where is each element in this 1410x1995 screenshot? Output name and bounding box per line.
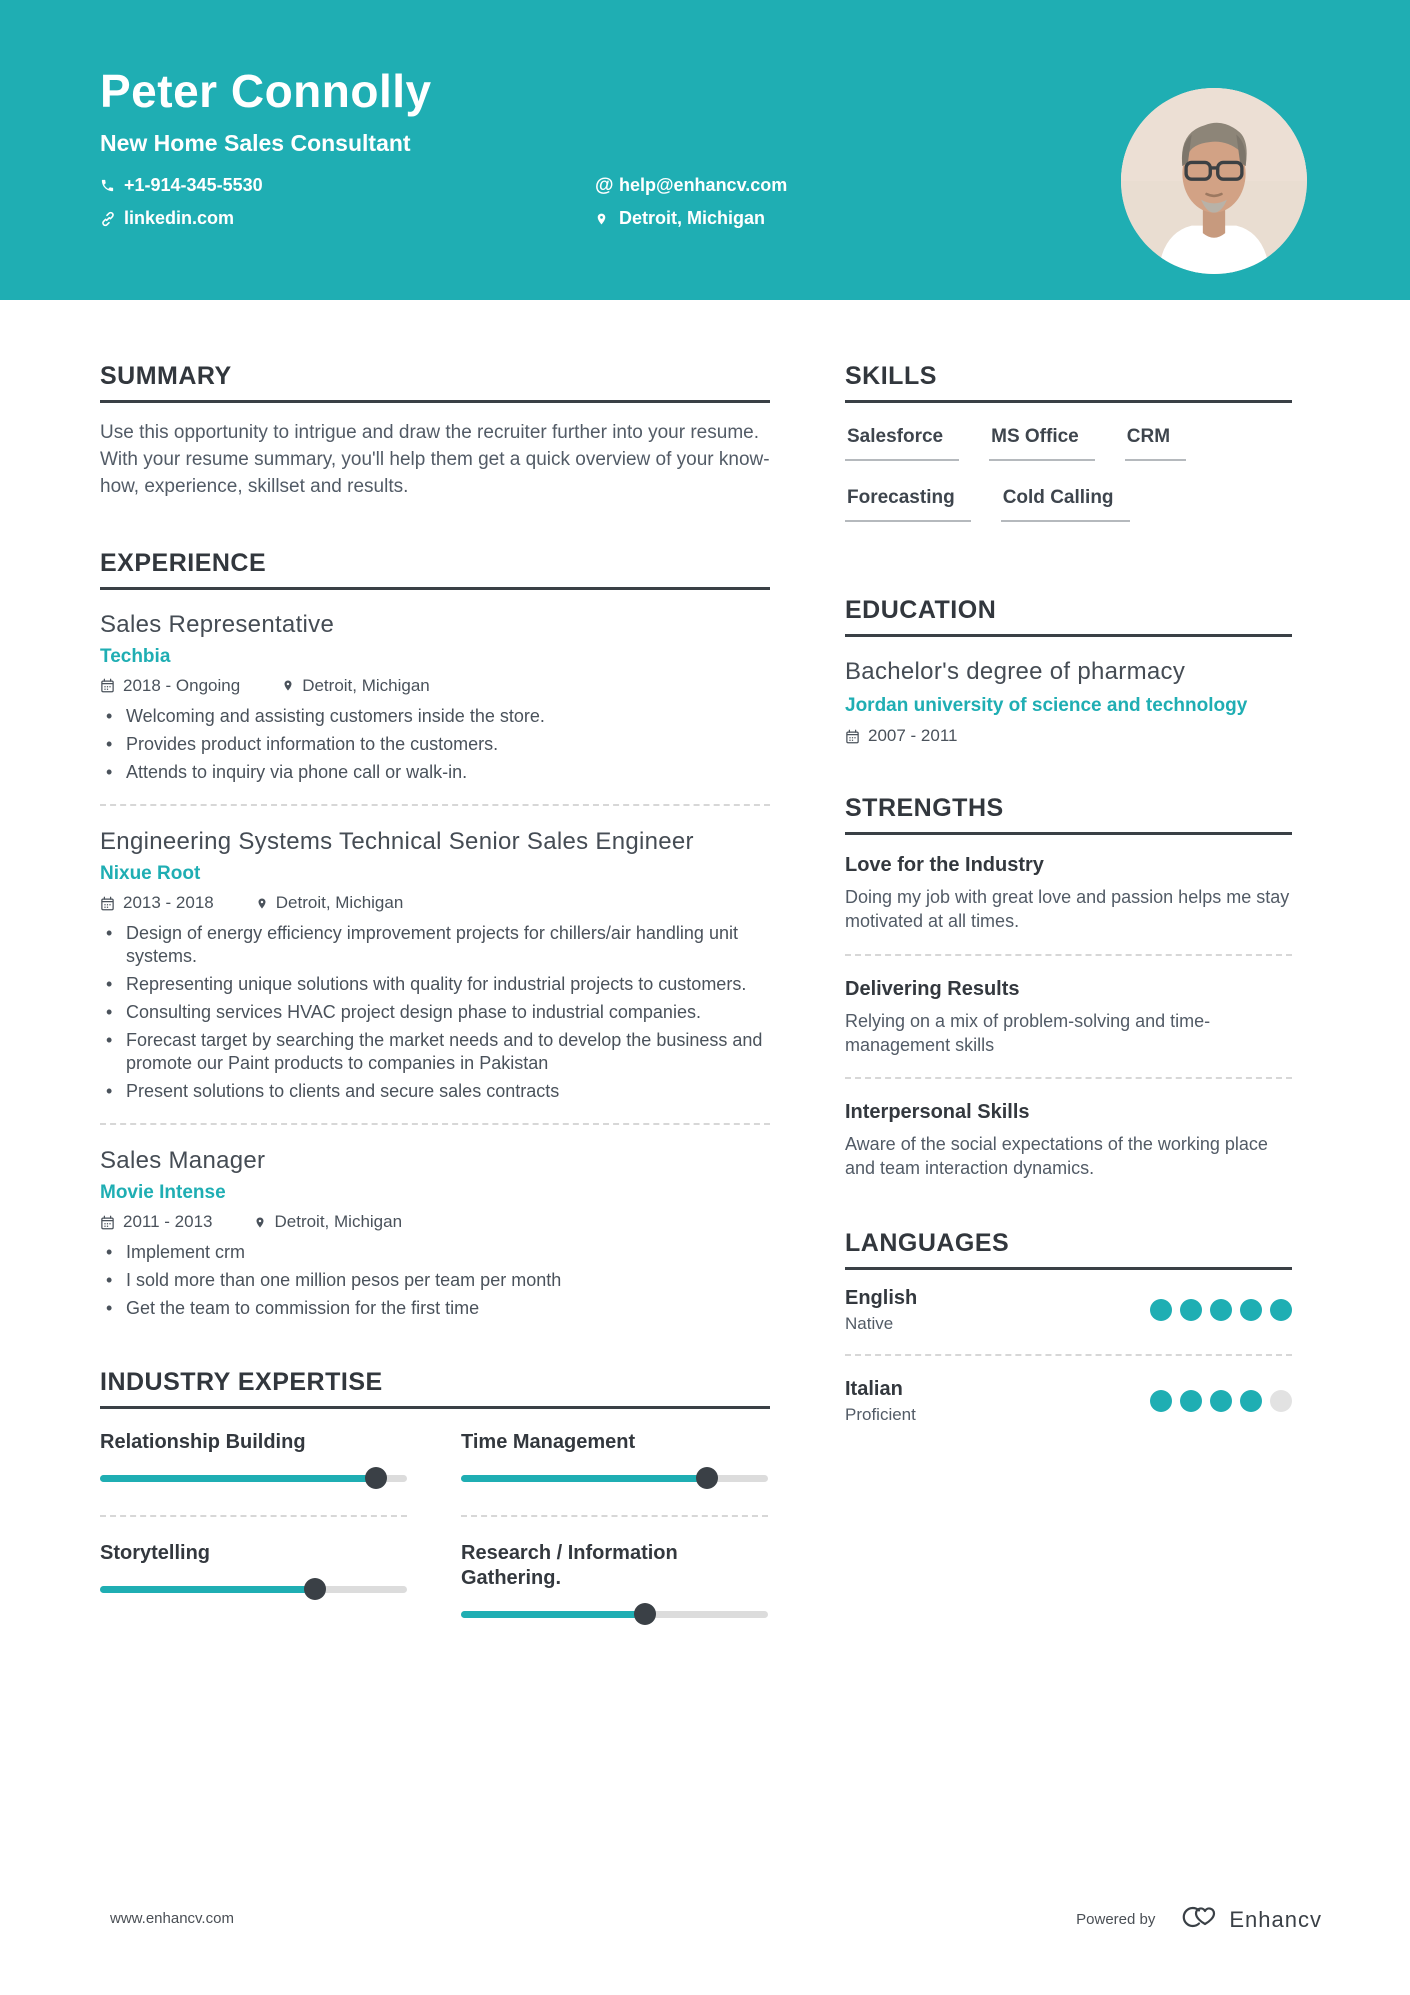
powered-by-label: Powered by (1076, 1911, 1156, 1928)
footer-site-link[interactable]: www.enhancv.com (110, 1910, 234, 1927)
location-row (595, 208, 787, 229)
expertise-label: Storytelling (100, 1542, 211, 1565)
phone-row (100, 175, 595, 196)
divider (100, 1123, 770, 1125)
location-pin-icon (256, 896, 268, 911)
enhancv-logo-icon (1177, 1904, 1219, 1935)
summary-text: Use this opportunity to intrigue and draw the recruiter further into your resume. With your resume summary, you'll help them get a quick overview of your know-how, experience, skillset and results. (100, 422, 770, 497)
experience-meta (100, 1212, 770, 1232)
location-pin-icon (595, 211, 619, 227)
experience-dates (100, 893, 214, 913)
slider-fill (461, 1611, 645, 1618)
language-rating (1142, 1299, 1292, 1321)
bullet-item: • Forecast target by searching the market needs and to develop the business and promote our Paint products to companies in Pakistan (100, 1029, 770, 1075)
divider (100, 804, 770, 806)
experience-dates (100, 676, 240, 696)
expertise-grid (100, 1426, 770, 1625)
expertise-item (100, 1426, 407, 1489)
bullet-item: • Implement crm (100, 1241, 770, 1264)
education-meta (845, 726, 1292, 746)
experience-dates (100, 1212, 212, 1232)
skill-tag: CRM (1125, 426, 1186, 461)
link-icon (100, 211, 124, 227)
location-text: Detroit, Michigan (302, 675, 430, 695)
calendar-icon (100, 1215, 115, 1230)
summary-heading: SUMMARY (100, 362, 770, 403)
skill-tag: MS Office (989, 426, 1095, 461)
skills-list (845, 420, 1292, 548)
education-dates (845, 726, 957, 746)
language-rating (1142, 1390, 1292, 1412)
dates-text: 2007 - 2011 (868, 726, 958, 745)
linkedin-link[interactable]: linkedin.com (124, 208, 235, 228)
expertise-item (461, 1515, 768, 1625)
divider (845, 1077, 1292, 1079)
industry-expertise-heading: INDUSTRY EXPERTISE (100, 1368, 770, 1409)
person-job-title: New Home Sales Consultant (100, 130, 411, 156)
skills-heading: SKILLS (845, 362, 1292, 403)
slider-knob[interactable] (696, 1467, 718, 1489)
email-row[interactable] (595, 175, 787, 196)
phone-icon (100, 178, 124, 193)
experience-heading: EXPERIENCE (100, 549, 770, 590)
language-item (845, 1378, 1292, 1425)
calendar-icon (100, 896, 115, 911)
experience-job-title: Sales Representative (100, 610, 335, 638)
resume-header (0, 0, 1410, 300)
experience-meta (100, 893, 770, 913)
bullet-item: • Get the team to commission for the first time (100, 1297, 770, 1320)
experience-location (254, 1212, 402, 1232)
summary-section (100, 362, 770, 501)
strengths-section (845, 794, 1292, 1181)
avatar-illustration (1121, 88, 1307, 274)
language-dot (1150, 1390, 1172, 1412)
strength-text: Doing my job with great love and passion helps me stay motivated at all times. (845, 887, 1290, 932)
language-dot (1240, 1390, 1262, 1412)
language-item (845, 1287, 1292, 1334)
slider-knob[interactable] (634, 1603, 656, 1625)
education-section (845, 596, 1292, 746)
slider-fill (461, 1475, 707, 1482)
bullet-item: • Representing unique solutions with quality for industrial projects to customers. (100, 973, 770, 996)
language-dot (1180, 1299, 1202, 1321)
skill-tag: Cold Calling (1001, 487, 1130, 522)
calendar-icon (845, 729, 860, 744)
bullet-item: • Welcoming and assisting customers inside the store. (100, 705, 770, 728)
footer-branding (1076, 1904, 1322, 1935)
experience-job-title: Engineering Systems Technical Senior Sales Engineer (100, 828, 694, 855)
experience-entry (100, 828, 770, 1103)
strength-text: Aware of the social expectations of the working place and team interaction dynamics. (845, 1134, 1268, 1179)
location-text: Detroit, Michigan (275, 893, 404, 912)
slider-knob[interactable] (365, 1467, 387, 1489)
expertise-label: Relationship Building (100, 1431, 306, 1454)
phone-number: +1-914-345-5530 (124, 175, 263, 195)
language-dot (1210, 1299, 1232, 1321)
language-dot (1180, 1390, 1202, 1412)
experience-section (100, 549, 770, 1320)
divider (845, 1354, 1292, 1356)
language-dot (1270, 1299, 1292, 1321)
location-text: Detroit, Michigan (274, 1212, 403, 1232)
languages-heading: LANGUAGES (845, 1229, 1292, 1270)
location-text: Detroit, Michigan (619, 208, 766, 228)
slider-fill (100, 1586, 315, 1593)
dates-text: 2018 - Ongoing (123, 675, 241, 695)
education-school: Jordan university of science and technology (845, 695, 1248, 716)
left-column (100, 362, 770, 1673)
experience-job-title: Sales Manager (100, 1147, 266, 1175)
language-dot (1270, 1390, 1292, 1412)
strength-title: Love for the Industry (845, 854, 1044, 876)
bullet-item: • Provides product information to the customers. (100, 733, 770, 756)
contact-column-1 (100, 175, 595, 241)
experience-company: Techbia (100, 645, 171, 667)
expertise-slider[interactable] (461, 1603, 768, 1625)
expertise-label: Research / Information Gathering. (461, 1542, 678, 1590)
language-level: Proficient (845, 1404, 916, 1424)
linkedin-row[interactable] (100, 208, 595, 229)
language-dot (1150, 1299, 1172, 1321)
language-info (845, 1378, 916, 1425)
experience-entry (100, 1147, 770, 1320)
language-name: Italian (845, 1377, 903, 1400)
email-address[interactable]: help@enhancv.com (619, 175, 788, 195)
bullet-item: • Design of energy efficiency improvement projects for chillers/air handling unit systems. (100, 922, 770, 968)
strengths-heading: STRENGTHS (845, 794, 1292, 835)
experience-entry (100, 611, 770, 784)
location-pin-icon (282, 678, 294, 693)
education-degree: Bachelor's degree of pharmacy (845, 658, 1186, 685)
right-column (845, 362, 1292, 1673)
language-name: English (845, 1286, 918, 1309)
strength-item (845, 854, 1292, 934)
strength-title: Delivering Results (845, 977, 1020, 1000)
expertise-item (461, 1426, 768, 1489)
location-pin-icon (254, 1215, 266, 1230)
experience-bullets (100, 1241, 770, 1320)
languages-section (845, 1229, 1292, 1425)
language-dot (1210, 1390, 1232, 1412)
experience-location (256, 893, 404, 913)
bullet-item: • Consulting services HVAC project design phase to industrial companies. (100, 1001, 770, 1024)
experience-location (282, 676, 430, 696)
skill-tag: Forecasting (845, 487, 971, 522)
slider-fill (100, 1475, 376, 1482)
at-icon: @ (595, 175, 614, 196)
education-heading: EDUCATION (845, 596, 1292, 637)
person-name: Peter Connolly (100, 65, 432, 117)
expertise-slider[interactable] (100, 1467, 407, 1489)
language-dot (1240, 1299, 1262, 1321)
skills-section (845, 362, 1292, 548)
strength-item (845, 978, 1292, 1058)
strength-title: Interpersonal Skills (845, 1101, 1030, 1124)
bullet-item: • I sold more than one million pesos per team per month (100, 1269, 770, 1292)
experience-bullets (100, 705, 770, 784)
dates-text: 2011 - 2013 (123, 1212, 213, 1232)
skill-tag: Salesforce (845, 426, 959, 461)
avatar (1121, 88, 1307, 274)
calendar-icon (100, 678, 115, 693)
expertise-label: Time Management (461, 1431, 636, 1454)
bullet-item: • Present solutions to clients and secure sales contracts (100, 1080, 770, 1103)
dates-text: 2013 - 2018 (123, 893, 214, 912)
bullet-item: • Attends to inquiry via phone call or walk-in. (100, 761, 770, 784)
slider-knob[interactable] (304, 1578, 326, 1600)
strength-text: Relying on a mix of problem-solving and time-management skills (845, 1010, 1211, 1055)
expertise-slider[interactable] (100, 1578, 407, 1600)
experience-company: Nixue Root (100, 863, 201, 884)
industry-expertise-section (100, 1368, 770, 1625)
language-info (845, 1287, 917, 1334)
contact-column-2 (595, 175, 787, 241)
expertise-item (100, 1515, 407, 1625)
resume-body (0, 300, 1410, 1673)
experience-bullets (100, 922, 770, 1103)
strength-item (845, 1101, 1292, 1181)
brand-name[interactable]: Enhancv (1229, 1906, 1322, 1932)
language-level: Native (845, 1313, 894, 1333)
experience-company: Movie Intense (100, 1182, 226, 1204)
divider (845, 954, 1292, 956)
expertise-slider[interactable] (461, 1467, 768, 1489)
experience-meta (100, 676, 770, 696)
